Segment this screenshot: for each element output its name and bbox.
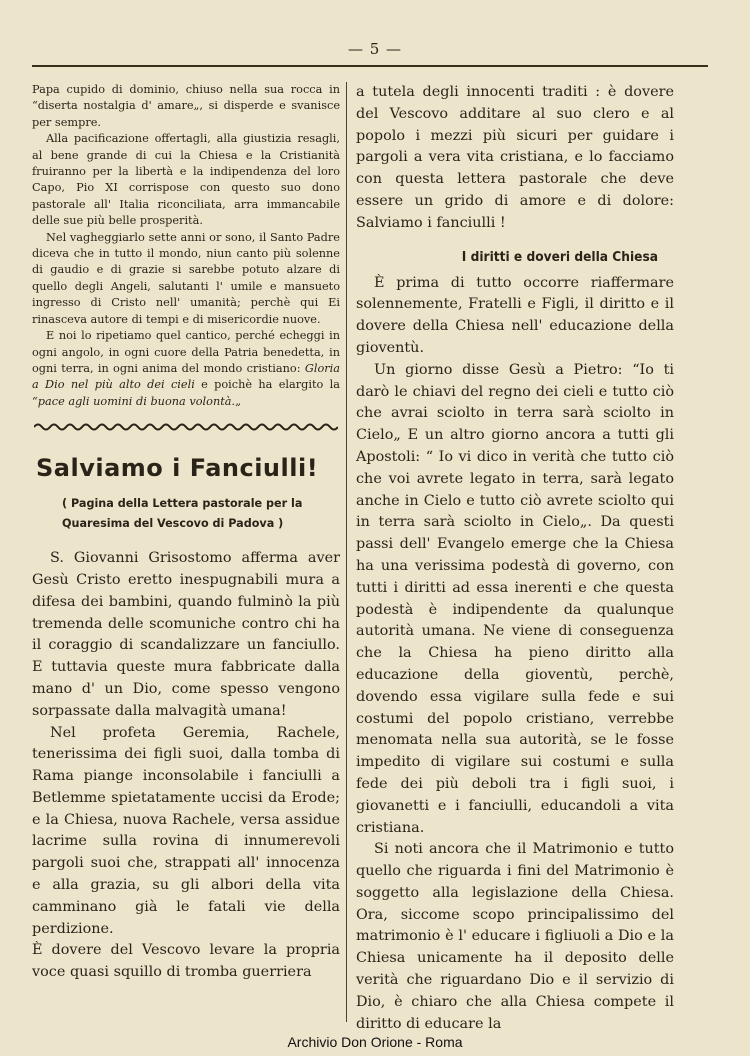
- section-heading: I diritti e doveri della Chiesa: [461, 248, 658, 265]
- article-paragraph: S. Giovanni Grisostomo afferma aver Gesù Cristo eretto inespugnabili mura a difesa dei bambini, quando fulminò la più tremenda delle scomuniche contro chi ha il coraggio di scandalizzare un fanciullo. E tuttavia queste mura fabbricate dalla mano d' un Dio, come spesso vengono sorpassate dalla malvagità umana!: [32, 550, 340, 719]
- article-title: Salviamo i Fanciulli!: [36, 454, 319, 483]
- intro-paragraph: Papa cupido di dominio, chiuso nella sua rocca in “diserta nostalgia d' amare„, si disperde e svanisce per sempre.: [32, 83, 340, 129]
- archive-footer: Archivio Don Orione - Roma: [287, 1034, 463, 1050]
- page-number: — 5 —: [347, 40, 403, 58]
- body-paragraph: Un giorno disse Gesù a Pietro: “Io ti darò le chiavi del regno dei cieli e tutto ciò che avrai sciolto in terra sarà sciolto in Cielo„ E un altro giorno ancora a tutti gli Apostoli: “ Io vi dico in verità che tutto ciò che voi avrete legato in terra, sarà legato anche in Cielo e tutto ciò avrete sciolto qui in terra sarà sciolto in Cielo„. Da questi passi dell' Evangelo emerge che la Chiesa ha una verissima podestà di governo, con tutti i diritti ad essa inerenti e che questa podestà è indipendente da qualunque autorità umana. Ne viene di conseguenza che la Chiesa ha pieno diritto alla educazione della gioventù, perchè, dovendo essa vigilare sulla fede e sui costumi del popolo cristiano, verrebbe menomata nella sua autorità, se le fosse impedito di vigilare sui costumi e sulla fede dei più deboli tra i figli suoi, i giovanetti e i fanciulli, educandoli a vita cristiana.: [356, 361, 674, 836]
- continued-paragraph: a tutela degli innocenti traditi : è dovere del Vescovo additare al suo clero e al popolo i mezzi più sicuri per guidare i pargoli a vera vita cristiana, e lo facciamo con questa lettera pastorale che deve essere un grido di amore e di dolore: Salviamo i fanciulli !: [356, 84, 674, 231]
- intro-paragraph: Alla pacificazione offertagli, alla giustizia resagli, al bene grande di cui la Chiesa e la Cristianità fruiranno per la libertà e la indipendenza del loro Capo, Pio XI corrispose con questo suo dono pastorale all' Italia riconciliata, arra immancabile delle sue più belle prosperità.: [32, 132, 340, 228]
- intro-closing-paragraph: [32, 328, 340, 410]
- ornamental-divider: [34, 422, 338, 432]
- body-paragraph: È prima di tutto occorre riaffermare solennemente, Fratelli e Figli, il diritto e il dovere della Chiesa nell' educazione della gioventù.: [356, 274, 674, 356]
- closing-text: E noi lo ripetiamo quel cantico, perché echeggi in ogni angolo, in ogni cuore della Patria benedetta, in ogni terra, in ogni anima del mondo cristiano:: [32, 329, 340, 375]
- column-divider: [346, 82, 347, 1022]
- body-paragraph: Si noti ancora che il Matrimonio e tutto quello che riguarda i fini del Matrimonio è soggetto alla legislazione della Chiesa. Ora, siccome scopo principalissimo del matrimonio è l' educare i figliuoli a Dio e la Chiesa unicamente ha il deposito delle verità che riguardano Dio e il servizio di Dio, è chiaro che alla Chiesa compete il diritto di educare la: [356, 841, 674, 1032]
- header-rule: [32, 65, 708, 67]
- left-column: [32, 82, 340, 984]
- right-column: [356, 82, 674, 1035]
- article-paragraph: Nel profeta Geremia, Rachele, tenerissima dei figli suoi, dalla tomba di Rama piange inconsolabile i fanciulli a Betlemme spietatamente uccisi da Erode; e la Chiesa, nuova Rachele, versa assidue lacrime sulla rovina di innumerevoli pargoli suoi che, strappati all' innocenza e alla grazia, su gli albori della vita camminano già le fatali vie della perdizione.: [32, 724, 340, 937]
- closing-text: e poichè ha elargito la: [194, 378, 340, 392]
- intro-paragraph: Nel vagheggiarlo sette anni or sono, il Santo Padre diceva che in tutto il mondo, niun canto più solenne di gaudio e di grazie si sarebbe potuto alzare di quello degli Angeli, salutanti l' umile e mansueto ingresso di Cristo nell' umanità; perchè qui Ei rinasceva autore di tempi e di misericordie nuove.: [32, 230, 340, 326]
- article-subtitle: ( Pagina della Lettera pastorale per la Quaresima del Vescovo di Padova ): [62, 497, 303, 531]
- closing-italic-quote: Gloria a Dio nel più alto dei cieli: [32, 361, 340, 392]
- article-paragraph: È dovere del Vescovo levare la propria voce quasi squillo di tromba guerriera: [32, 942, 340, 981]
- closing-italic-quote: “pace agli uomini di buona volontà.„: [32, 394, 241, 408]
